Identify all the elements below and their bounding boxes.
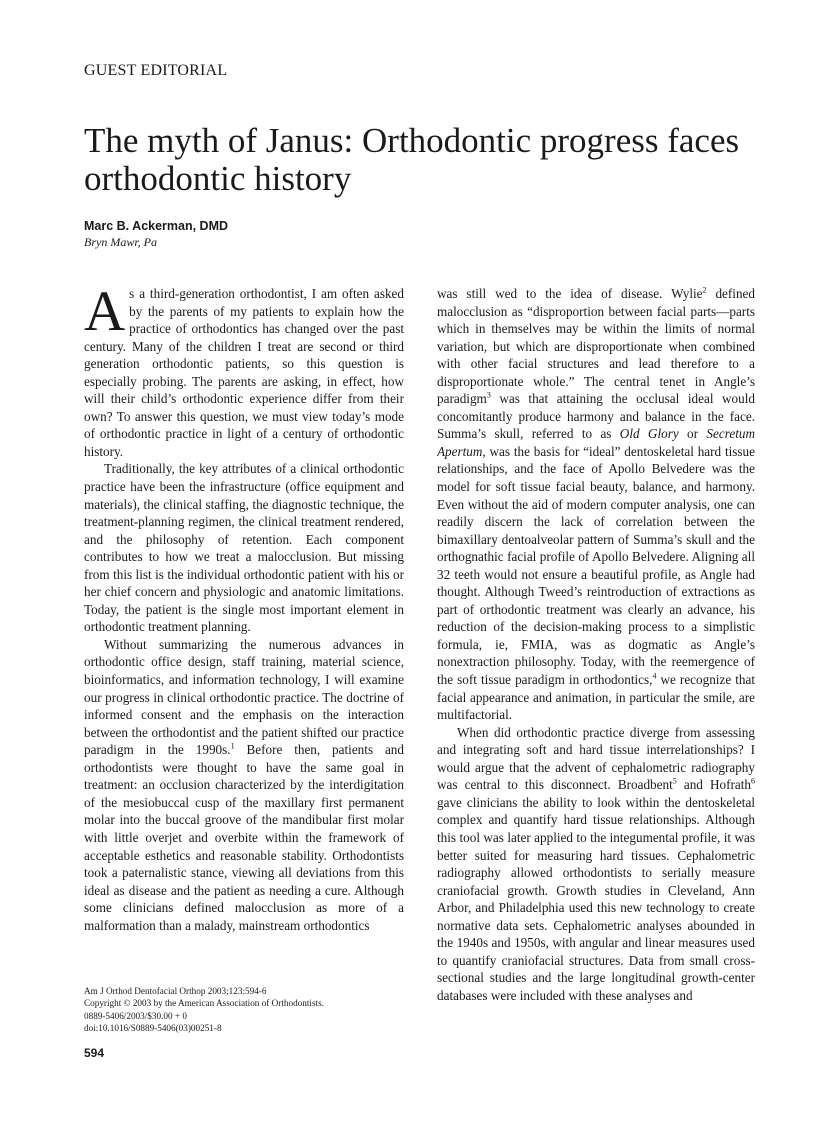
page-number: 594 [84, 1046, 105, 1060]
paragraph-4-text-d: or [678, 426, 707, 442]
issn-line: 0889-5406/2003/$30.00 + 0 [84, 1010, 187, 1021]
paragraph-4 [437, 285, 755, 724]
paragraph-3-text-b: Before then, patients and orthodontists were thought to have the same goal in treatment: an occlusion characterized by the interdigitation of the mesiobuccal cusp of the maxillary first permanent molar into the buccal groove of the mandibular first molar with little overjet and overbite within the framework of acceptable esthetics and reasonable stability. Orthodontists took a paternalistic stance, viewing all deviations from this ideal as disease and the patient as needing a cure. Although some clinicians defined malocclusion as more of a malformation than a malady, mainstream orthodontics [84, 742, 404, 933]
paragraph-4-text-e: , was the basis for “ideal” dentoskeletal hard tissue relationships, and the face of Apollo Belvedere was the model for soft tissue facial beauty, balance, and harmony. Even without the aid of modern computer analysis, one can readily discern the lack of correlation between the bimaxillary dentoalveolar pattern of Summa’s skull and the orthognathic facial profile of Apollo Belvedere. Aligning all 32 teeth would not ensure a beautiful profile, as Angle had thought. Although Tweed’s reintroduction of extractions as part of orthodontic treatment was clearly an advance, his reduction of the decision-making process to a simplistic formula, ie, FMIA, was as dogmatic as Angle’s nonextraction philosophy. Today, with the reemergence of the soft tissue paradigm in orthodontics, [437, 443, 755, 688]
paragraph-4-text-f: we recognize that facial appearance and animation, in particular the smile, are multifactorial. [437, 672, 755, 723]
paragraph-5 [437, 724, 755, 1005]
paragraph-3 [84, 636, 404, 934]
paragraph-4-text-b: defined malocclusion as “disproportion between facial parts—parts which in themselves may be within the limits of normal variation, but which are disproportionate when combined with other facial structures and lead therefore to a disproportionate whole.” The central tenet in Angle’s paradigm [437, 286, 755, 407]
author-name: Marc B. Ackerman, DMD [84, 219, 229, 233]
paragraph-3-text-a: Without summarizing the numerous advances in orthodontic office design, staff training, material science, bioinformatics, and information technology, I will examine our progress in clinical orthodontic practice. The doctrine of informed consent and the emphasis on the interaction between the orthodontist and the patient shifted our practice paradigm in the 1990s. [84, 636, 404, 758]
reference-3: 3 [486, 390, 491, 400]
citation-footer [84, 985, 324, 1035]
reference-1: 1 [230, 741, 235, 751]
doi-line: doi:10.1016/S0889-5406(03)00251-8 [84, 1023, 222, 1034]
drop-cap: A [84, 285, 126, 343]
author-affiliation: Bryn Mawr, Pa [84, 235, 157, 249]
paragraph-5-text-a: When did orthodontic practice diverge from assessing and integrating soft and hard tissue interrelationships? I would argue that the advent of cephalometric radiography was central to this disconnect. Broadbent [437, 724, 755, 793]
article-title: The myth of Janus: Orthodontic progress faces orthodontic history [84, 121, 740, 198]
left-column [84, 285, 404, 965]
paragraph-1-text: s a third-generation orthodontist, I am often asked by the parents of my patients to explain how the practice of orthodontics has changed over the past century. Many of the children I treat are second or third generation orthodontic patients, so this question is especially probing. The parents are asking, in effect, how will their child’s orthodontic experience differ from their own? To answer this question, we must view today’s mode of orthodontic practice in light of a century of orthodontic history. [84, 286, 404, 459]
paragraph-5-text-b: and Hofrath [676, 777, 751, 793]
copyright-line: Copyright © 2003 by the American Association of Orthodontists. [84, 998, 324, 1009]
section-label: GUEST EDITORIAL [84, 62, 228, 79]
paragraph-1 [84, 285, 404, 460]
right-column [437, 285, 755, 1045]
old-glory-term: Old Glory [619, 426, 679, 442]
journal-citation: Am J Orthod Dentofacial Orthop 2003;123:594-6 [84, 986, 267, 996]
reference-2: 2 [702, 285, 707, 295]
paragraph-5-text-c: gave clinicians the ability to look within the dentoskeletal complex and quantify hard tissue relationships. Although this tool was later applied to the integumental profile, it was better suited for measuring hard tissues. Cephalometric radiography allowed orthodontists to serially measure craniofacial growth. Growth studies in Cleveland, Ann Arbor, and Philadelphia used this new technology to create normative data sets. Cephalometric analyses abounded in the 1940s and 1950s, with angular and linear measures used to quantify craniofacial structures. Data from small cross-sectional studies and the large longitudinal growth-center databases were included with these analyses and [437, 794, 755, 1003]
reference-5: 5 [672, 776, 677, 786]
paragraph-4-text-a: was still wed to the idea of disease. Wylie [437, 286, 703, 301]
paragraph-4-text-c: was that attaining the occlusal ideal would concomitantly produce harmony and balance in the face. Summa’s skull, referred to as [437, 391, 755, 442]
reference-4: 4 [652, 671, 657, 681]
secretum-apertum-term: Secretum Apertum [437, 426, 755, 459]
paragraph-2: Traditionally, the key attributes of a clinical orthodontic practice have been the infrastructure (office equipment and materials), the clinical staffing, the diagnostic technique, the treatment-planning regimen, the clinical treatment rendered, and the philosophy of retention. Each component contributes to how we treat a malocclusion. But missing from this list is the individual orthodontic patient with his or her chief concern and physiologic and anatomic limitations. Today, the patient is the single most important element in orthodontic treatment planning. [84, 461, 404, 635]
reference-6: 6 [751, 776, 755, 786]
